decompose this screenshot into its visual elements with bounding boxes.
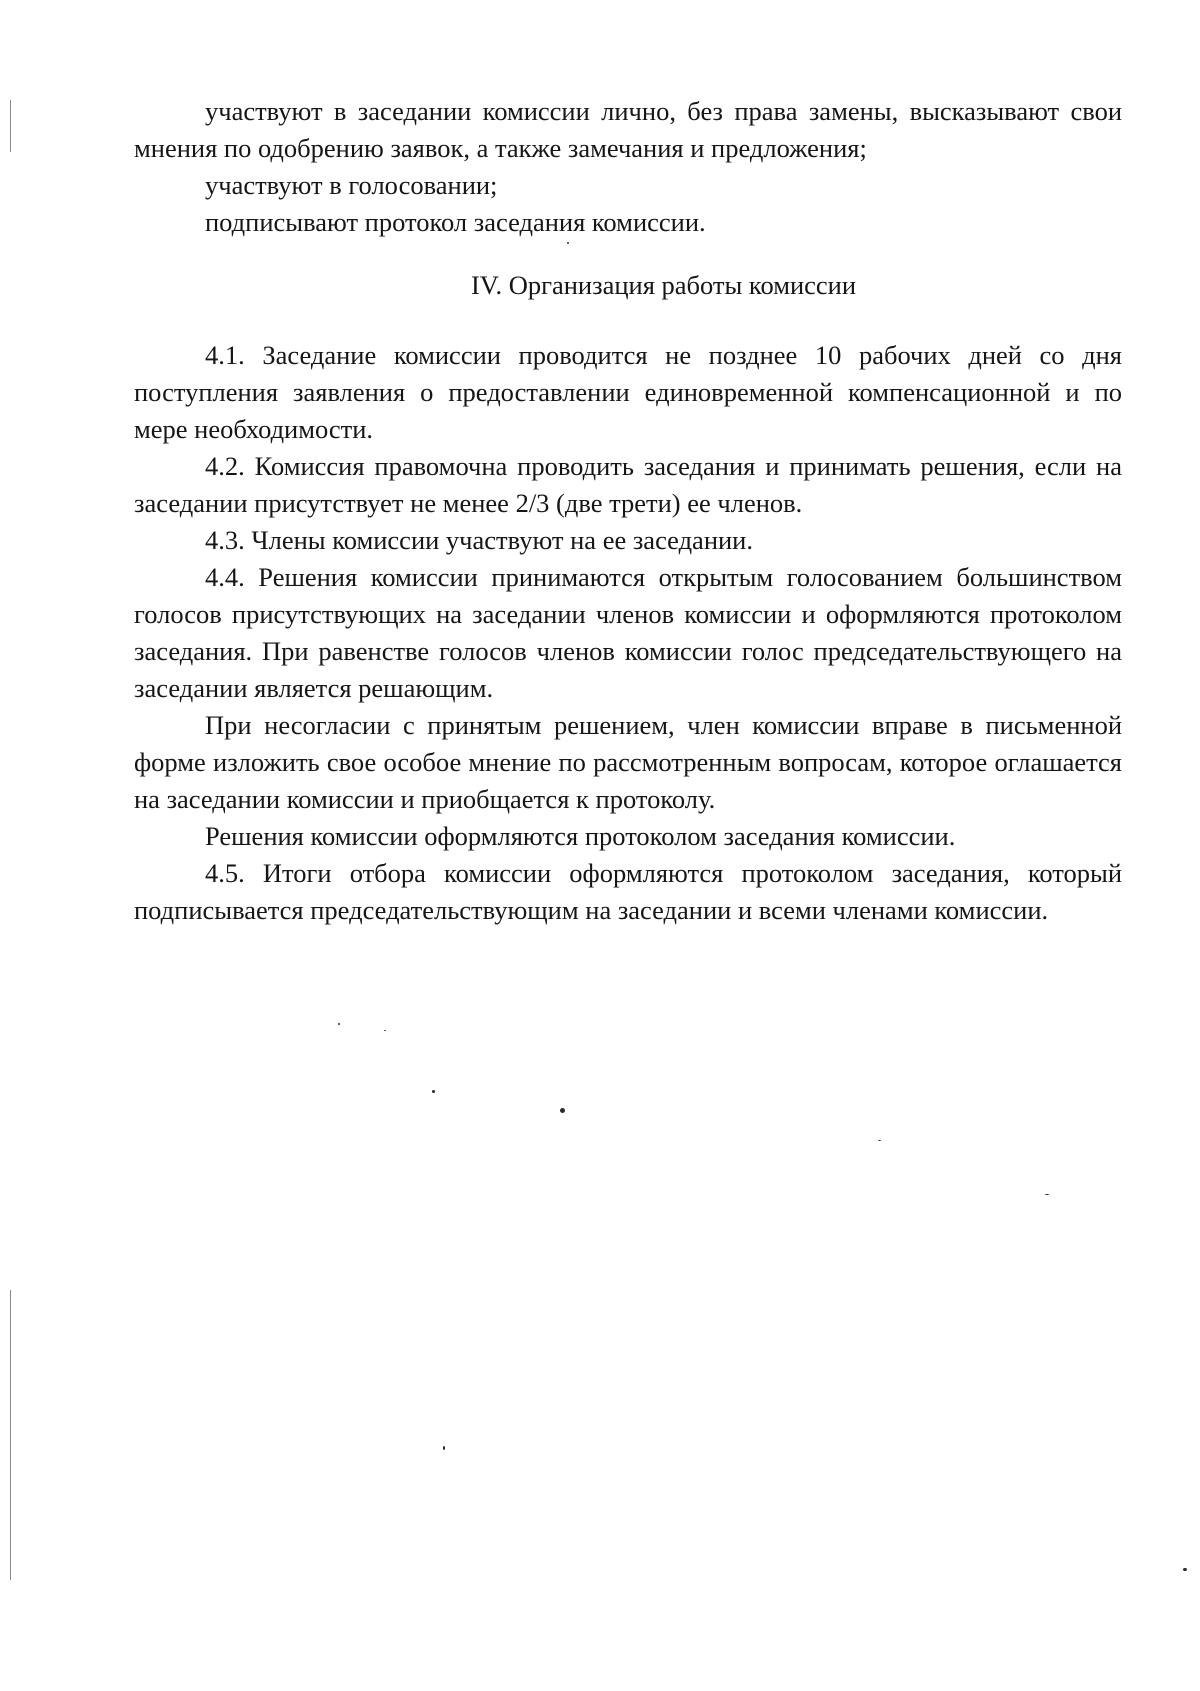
scan-edge-line-top — [10, 100, 11, 152]
scan-edge-line-bottom — [10, 1290, 11, 1580]
scan-speck — [432, 1090, 435, 1093]
paragraph-dissent: При несогласии с принятым решением, член комиссии вправе в письменной форме изложить свое особое мнение по рассмотренным вопросам, которое оглашается на заседании комиссии и приобщается к протоколу. — [134, 710, 1122, 814]
scan-speck — [878, 1140, 881, 1141]
paragraph-4-1: 4.1. Заседание комиссии проводится не позднее 10 рабочих дней со дня поступления заявления о предоставлении единовременной компенсационной и по мере необходимости. — [134, 340, 1122, 444]
document-body — [134, 93, 1122, 929]
scan-speck — [560, 1108, 565, 1113]
paragraph-4-4: 4.4. Решения комиссии принимаются открытым голосованием большинством голосов присутствующих на заседании членов комиссии и оформляются протоколом заседания. При равенстве голосов членов комиссии голос председательствующего на заседании является решающим. — [134, 562, 1122, 703]
paragraph-sign-protocol: подписывают протокол заседания комиссии. — [205, 207, 706, 237]
spacer — [134, 304, 1122, 337]
paragraph-4-3: 4.3. Члены комиссии участвуют на ее заседании. — [205, 525, 753, 555]
scan-speck — [338, 1023, 340, 1025]
scan-speck — [567, 242, 569, 244]
section-heading: IV. Организация работы комиссии — [470, 270, 857, 300]
paragraph-decisions: Решения комиссии оформляются протоколом заседания комиссии. — [205, 821, 956, 851]
paragraph-4-5: 4.5. Итоги отбора комиссии оформляются протоколом заседания, который подписывается председательствующим на заседании и всеми членами комиссии. — [134, 858, 1122, 925]
paragraph-voting: участвуют в голосовании; — [205, 170, 498, 200]
paragraph-4-2: 4.2. Комиссия правомочна проводить заседания и принимать решения, если на заседании присутствует не менее 2/3 (две трети) ее членов. — [134, 451, 1122, 518]
scan-speck — [1183, 1568, 1187, 1571]
paragraph-member-duties: участвуют в заседании комиссии лично, без права замены, высказывают свои мнения по одобрению заявок, а также замечания и предложения; — [134, 96, 1122, 163]
spacer — [134, 241, 1122, 267]
scan-speck — [1045, 1194, 1049, 1195]
scan-speck — [384, 1030, 386, 1031]
scan-speck — [443, 1446, 445, 1450]
